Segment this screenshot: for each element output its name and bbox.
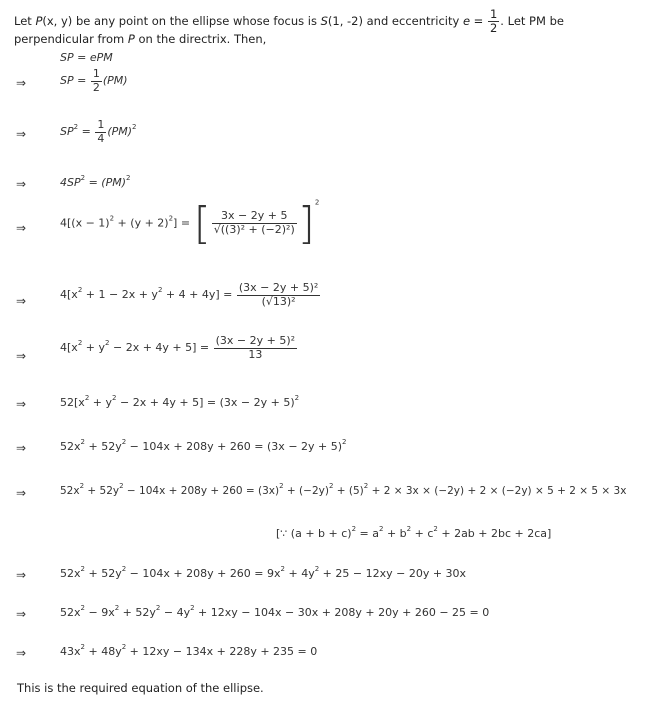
implies-arrow: ⇒ <box>16 221 27 235</box>
implies-arrow: ⇒ <box>16 441 27 455</box>
implies-arrow: ⇒ <box>16 607 27 621</box>
intro-line-1: Let P(x, y) be any point on the ellipse whose focus is S(1, -2) and eccentricity e = $\frac{1}{2}$ . Let PM be <box>14 7 564 36</box>
step-12-final-equation: $43x^2 + 48y^2 + 12xy - 134x + 228y + 235 = 0$ <box>60 643 318 658</box>
step-7: $52[x^2 + y^2 - 2x + 4y + 5] = (3x - 2y + 5)^2$ <box>60 394 300 409</box>
identity-hint: [∵ $(a + b + c)^2 = a^2 + b^2 + c^2 + 2ab + 2bc + 2ca$] <box>276 525 552 540</box>
step-4: $4[(x - 1)^2 + (y + 2)^2]$ = [ $\frac{3x - 2y + 5}{\text{√((3)² + (−2)²)}}$ ]$^2$ <box>60 198 320 249</box>
implies-arrow: ⇒ <box>16 397 27 411</box>
implies-arrow: ⇒ <box>16 646 27 660</box>
step-1: SP = $\frac{1}{2}$ (PM) <box>60 67 128 94</box>
step-9: $52x^2 + 52y^2 - 104x + 208y + 260 = (3x)^2 + (-2y)^2 + (5)^2 + 2 \times 3x \times (-2y) + 2 \times (-2y) \times 5 + 2 \times 5 \times 3x$ <box>60 482 627 497</box>
implies-arrow: ⇒ <box>16 486 27 500</box>
conclusion: This is the required equation of the ellipse. <box>17 681 264 695</box>
step-3: $4SP^2 = (PM)^2$ <box>60 174 131 189</box>
step-0: SP = ePM <box>60 51 113 64</box>
implies-arrow: ⇒ <box>16 349 27 363</box>
implies-arrow: ⇒ <box>16 177 27 191</box>
step-6: $4[x^2 + y^2 - 2x + 4y + 5]$ = $\frac{\text{(3x − 2y + 5)²}}{13}$ <box>60 334 296 361</box>
step-2: $SP^2$ = $\frac{1}{4}$ (PM)$^2$ <box>60 118 137 145</box>
implies-arrow: ⇒ <box>16 127 27 141</box>
implies-arrow: ⇒ <box>16 76 27 90</box>
fraction-half: $\frac{1}{2}$ <box>489 7 498 36</box>
implies-arrow: ⇒ <box>16 568 27 582</box>
step-10: $52x^2 + 52y^2 - 104x + 208y + 260 = 9x^2 + 4y^2 + 25 - 12xy - 20y + 30x$ <box>60 565 467 580</box>
intro-line-2: perpendicular from P on the directrix. Then, <box>14 32 267 46</box>
implies-arrow: ⇒ <box>16 294 27 308</box>
step-8: $52x^2 + 52y^2 - 104x + 208y + 260 = (3x - 2y + 5)^2$ <box>60 438 347 453</box>
step-5: $4[x^2 + 1 - 2x + y^2 + 4 + 4y]$ = $\frac{\text{(3x − 2y + 5)²}}{\text{(√13)²}}$ <box>60 281 319 308</box>
step-11: $52x^2 - 9x^2 + 52y^2 - 4y^2 + 12xy - 104x - 30x + 208y + 20y + 260 - 25 = 0$ <box>60 604 490 619</box>
